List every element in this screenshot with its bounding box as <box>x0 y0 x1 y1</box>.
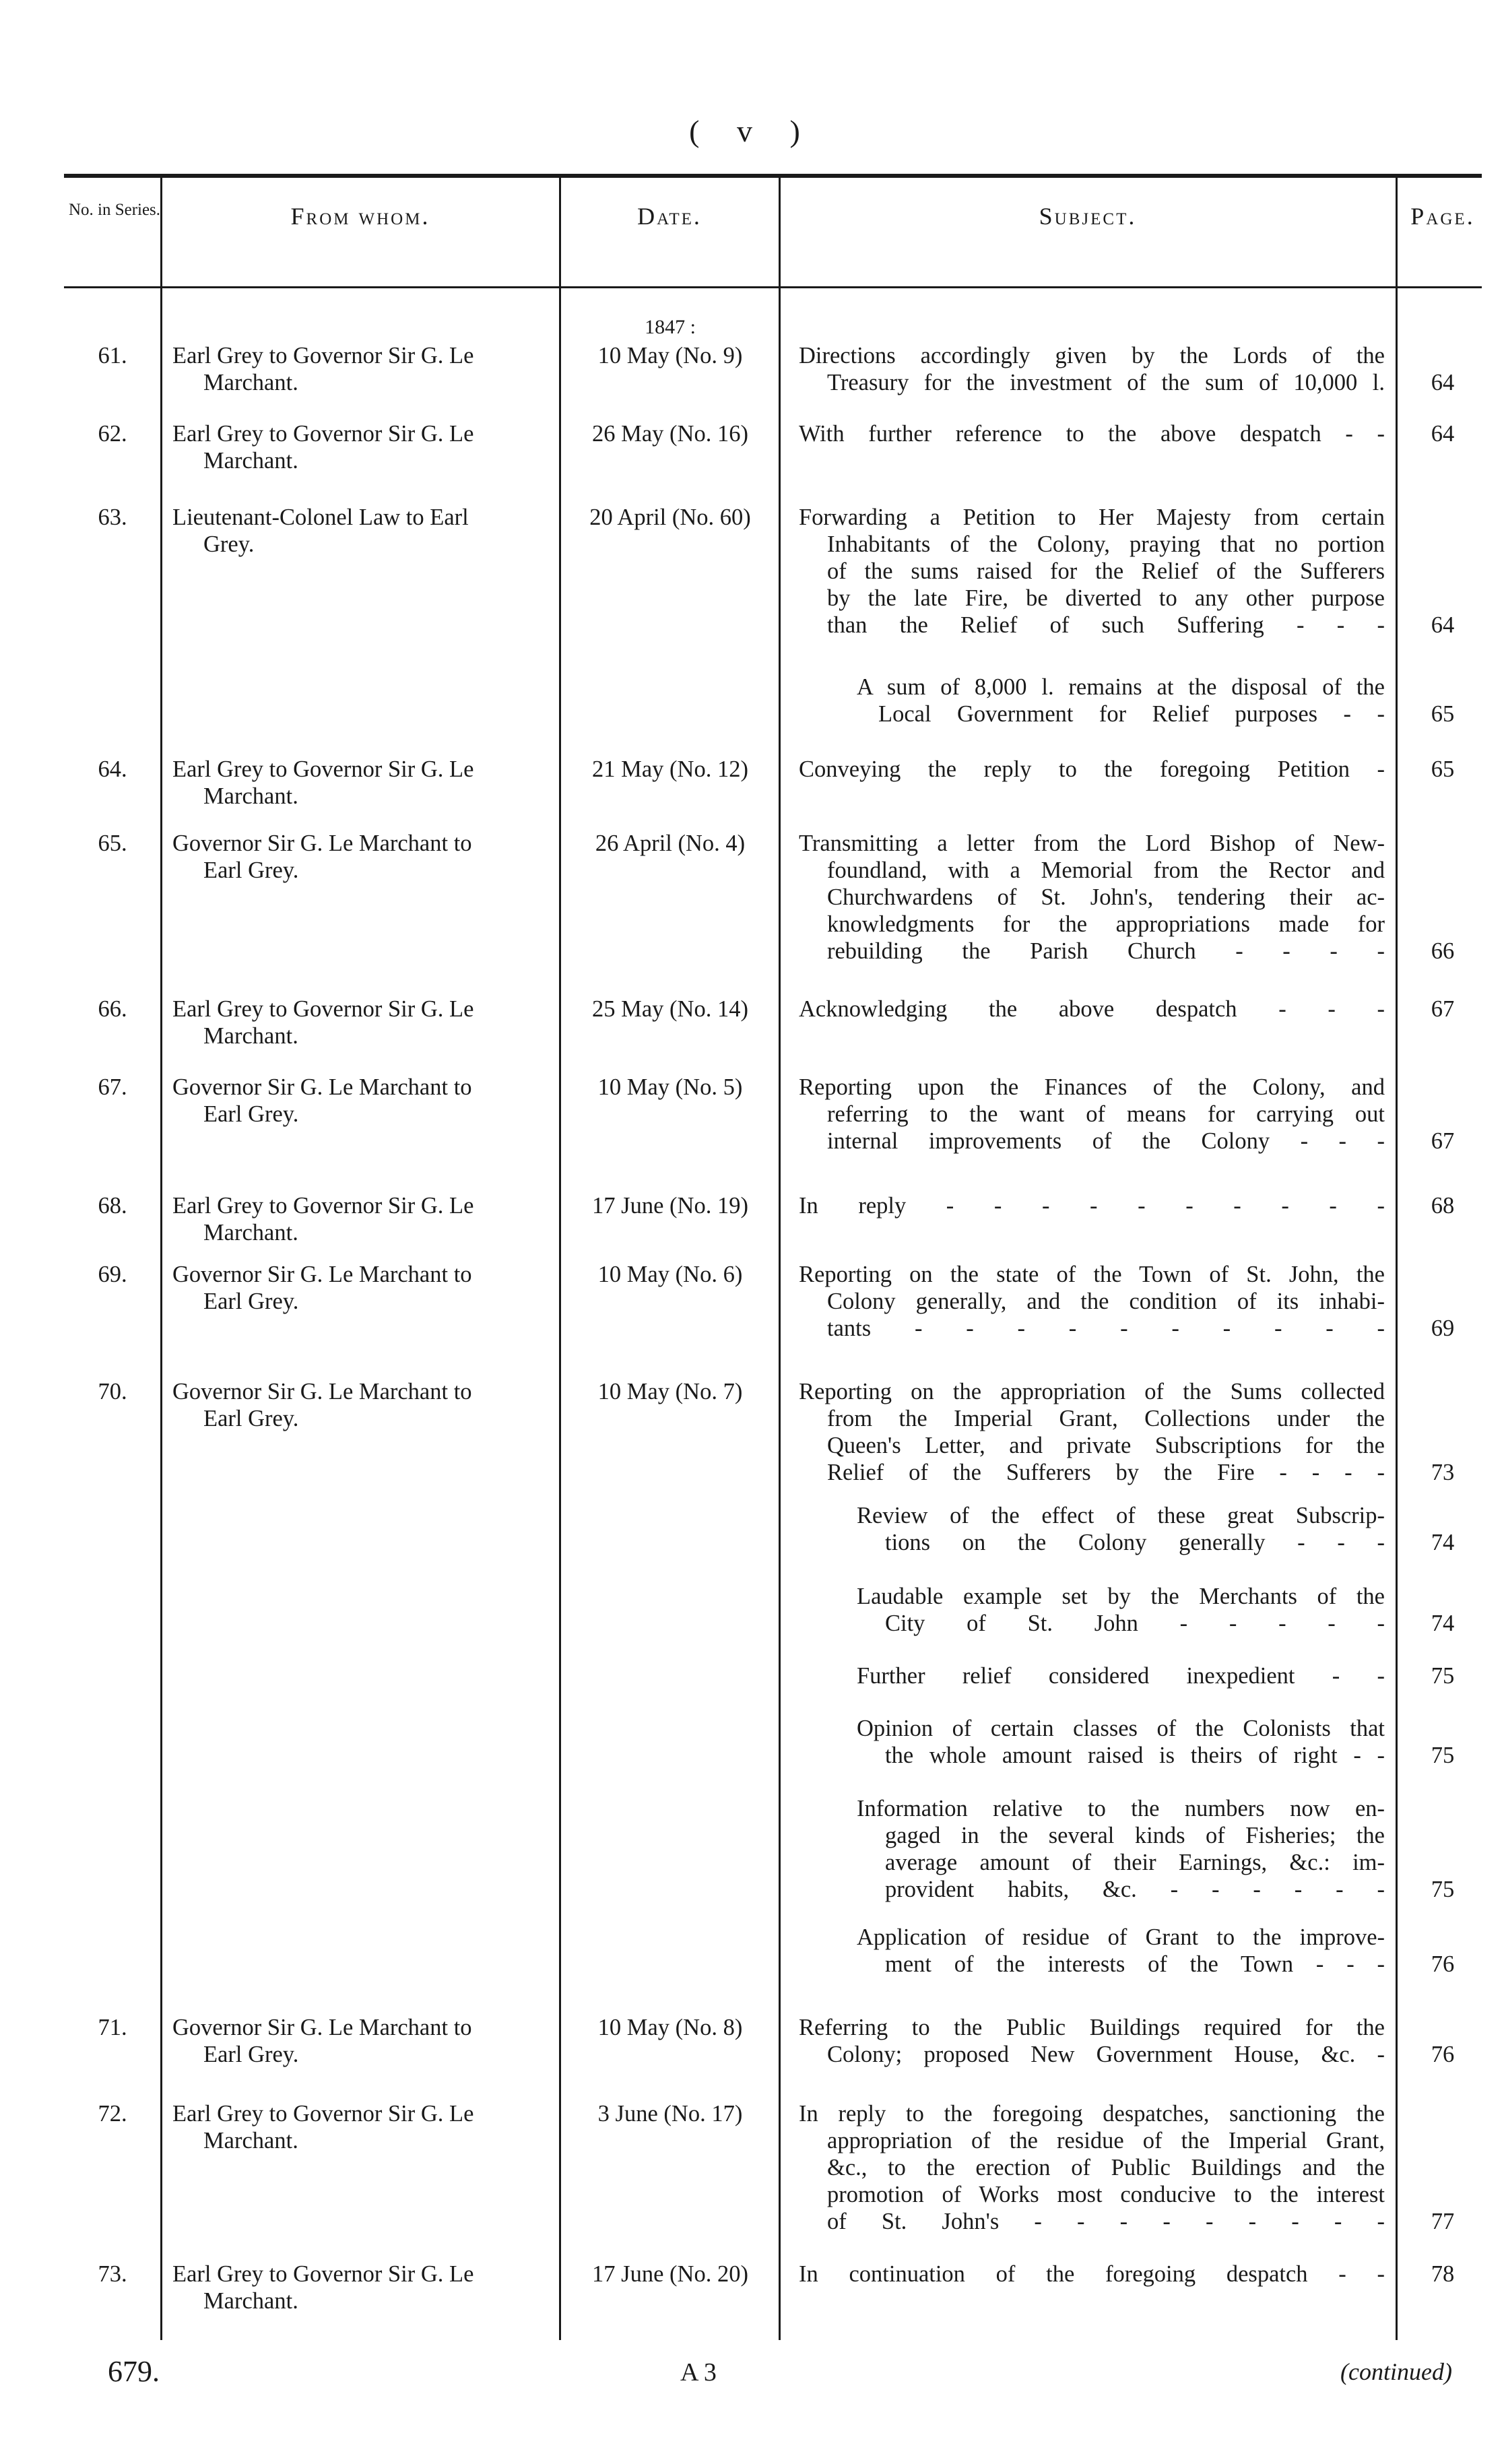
subject-line: Inhabitants of the Colony, praying that no portion <box>827 531 1385 557</box>
subject-line: Churchwardens of St. John's, tendering their ac- <box>827 884 1385 910</box>
subject-line: by the late Fire, be diverted to any other purpose <box>827 585 1385 611</box>
from-line: Governor Sir G. Le Marchant to <box>172 1379 472 1404</box>
subject <box>799 1378 1385 1486</box>
series-number: 62. <box>98 421 127 447</box>
subject-line: Opinion of certain classes of the Colonists that <box>857 1716 1385 1741</box>
subject <box>799 1074 1385 1155</box>
from-whom <box>172 342 553 396</box>
page-number: ( v ) <box>689 114 815 148</box>
from-line: Marchant. <box>203 1220 298 1245</box>
from-line: Earl Grey to Governor Sir G. Le <box>172 1193 474 1219</box>
page-ref: 78 <box>1431 2261 1455 2287</box>
subject <box>799 2014 1385 2068</box>
from-line: Earl Grey to Governor Sir G. Le <box>172 996 474 1022</box>
column-divider-date <box>779 178 781 2340</box>
page-ref: 77 <box>1431 2209 1455 2234</box>
series-number: 63. <box>98 505 127 530</box>
page-ref: 75 <box>1431 1743 1455 1768</box>
page-ref: 65 <box>1431 701 1455 727</box>
subject-line: knowledgments for the appropriations made for <box>827 911 1385 937</box>
subject-line: of the sums raised for the Relief of the Sufferers <box>827 558 1385 584</box>
subject-line: Reporting upon the Finances of the Colony, and <box>799 1074 1385 1100</box>
subject-line: Application of residue of Grant to the improve- <box>857 1924 1385 1950</box>
header-page: Page. <box>1410 203 1475 230</box>
subject-line: City of St. John - - - - - <box>885 1611 1385 1636</box>
from-line: Marchant. <box>203 783 298 809</box>
subject <box>799 1662 1385 1689</box>
entry-date: 17 June (No. 20) <box>592 2261 748 2287</box>
subject-line: Colony; proposed New Government House, &c. - <box>827 2042 1385 2067</box>
series-number: 64. <box>98 756 127 782</box>
entry-date: 20 April (No. 60) <box>589 505 751 530</box>
subject-line: In continuation of the foregoing despatch - - <box>799 2261 1385 2287</box>
subject-line: Local Government for Relief purposes - - <box>878 701 1385 727</box>
from-line: Marchant. <box>203 370 298 395</box>
header-rule <box>64 286 1482 288</box>
subject-line: ment of the interests of the Town - - - <box>885 1951 1385 1977</box>
from-whom <box>172 1378 553 1432</box>
from-line: Governor Sir G. Le Marchant to <box>172 1262 472 1287</box>
series-number: 65. <box>98 831 127 856</box>
column-divider-subject <box>1396 178 1398 2340</box>
top-rule <box>64 174 1482 178</box>
subject <box>799 1192 1385 1219</box>
subject-line: Laudable example set by the Merchants of the <box>857 1584 1385 1609</box>
from-line: Grey. <box>203 531 255 557</box>
series-number: 73. <box>98 2261 127 2287</box>
subject-line: With further reference to the above despatch - - <box>799 421 1385 447</box>
page-ref: 64 <box>1431 612 1455 638</box>
from-line: Earl Grey. <box>203 2042 299 2067</box>
page-ref: 66 <box>1431 938 1455 964</box>
subject-line: average amount of their Earnings, &c.: im- <box>885 1850 1385 1875</box>
from-line: Earl Grey to Governor Sir G. Le <box>172 2101 474 2127</box>
from-line: Marchant. <box>203 1023 298 1049</box>
subject-line: In reply to the foregoing despatches, sanctioning the <box>799 2101 1385 2127</box>
subject-line: Reporting on the state of the Town of St. John, the <box>799 1262 1385 1287</box>
page-ref: 67 <box>1431 1128 1455 1154</box>
year-label: 1847 : <box>645 316 696 338</box>
subject <box>799 2261 1385 2288</box>
from-line: Earl Grey to Governor Sir G. Le <box>172 2261 474 2287</box>
subject-line: Reporting on the appropriation of the Sums collected <box>799 1379 1385 1404</box>
subject-line: Referring to the Public Buildings required for the <box>799 2015 1385 2040</box>
entry-date: 3 June (No. 17) <box>597 2101 743 2127</box>
page-ref: 74 <box>1431 1530 1455 1555</box>
subject-line: foundland, with a Memorial from the Rector and <box>827 857 1385 883</box>
from-line: Marchant. <box>203 2288 298 2314</box>
column-divider-no <box>160 178 162 2340</box>
subject-line: &c., to the erection of Public Buildings and the <box>827 2155 1385 2180</box>
from-line: Marchant. <box>203 2128 298 2153</box>
subject-line: Relief of the Sufferers by the Fire - - - - <box>827 1460 1385 1485</box>
page-ref: 69 <box>1431 1316 1455 1341</box>
subject-line: In reply - - - - - - - - - - <box>799 1193 1385 1219</box>
subject-line: A sum of 8,000 l. remains at the disposal of the <box>857 674 1385 700</box>
page-ref: 76 <box>1431 2042 1455 2067</box>
header-subject: Subject. <box>1039 203 1137 230</box>
subject-line: Forwarding a Petition to Her Majesty from certain <box>799 505 1385 530</box>
subject-line: of St. John's - - - - - - - - - <box>827 2209 1385 2234</box>
series-number: 67. <box>98 1074 127 1100</box>
series-number: 70. <box>98 1379 127 1404</box>
entry-date: 21 May (No. 12) <box>592 756 748 782</box>
from-line: Governor Sir G. Le Marchant to <box>172 831 472 856</box>
subject <box>799 1795 1385 1903</box>
entry-date: 17 June (No. 19) <box>592 1193 748 1219</box>
page-ref: 75 <box>1431 1663 1455 1689</box>
from-whom <box>172 1261 553 1315</box>
subject-line: referring to the want of means for carrying out <box>827 1101 1385 1127</box>
subject-line: the whole amount raised is theirs of right - - <box>885 1743 1385 1768</box>
subject-line: from the Imperial Grant, Collections under the <box>827 1406 1385 1431</box>
entry-date: 26 April (No. 4) <box>595 831 746 856</box>
page-ref: 76 <box>1431 1951 1455 1977</box>
page-ref: 64 <box>1431 421 1455 447</box>
subject-line: gaged in the several kinds of Fisheries; the <box>885 1823 1385 1848</box>
subject <box>799 1583 1385 1637</box>
page-ref: 65 <box>1431 756 1455 782</box>
subject-line: internal improvements of the Colony - - - <box>827 1128 1385 1154</box>
subject <box>799 1715 1385 1769</box>
from-line: Earl Grey. <box>203 1101 299 1127</box>
from-whom <box>172 2014 553 2068</box>
page-ref: 73 <box>1431 1460 1455 1485</box>
entry-date: 10 May (No. 6) <box>597 1262 743 1287</box>
subject <box>799 1261 1385 1342</box>
from-whom <box>172 756 553 810</box>
footer-signature: A 3 <box>680 2358 717 2387</box>
entry-date: 10 May (No. 9) <box>597 343 743 368</box>
subject-line: than the Relief of such Suffering - - - <box>827 612 1385 638</box>
from-whom <box>172 2100 553 2154</box>
subject <box>799 996 1385 1023</box>
series-number: 68. <box>98 1193 127 1219</box>
series-number: 69. <box>98 1262 127 1287</box>
from-line: Lieutenant-Colonel Law to Earl <box>172 505 469 530</box>
from-whom <box>172 1074 553 1128</box>
subject <box>799 342 1385 396</box>
from-line: Earl Grey to Governor Sir G. Le <box>172 343 474 368</box>
footer-sheet-number: 679. <box>108 2355 160 2388</box>
series-number: 71. <box>98 2015 127 2040</box>
entry-date: 26 May (No. 16) <box>592 421 748 447</box>
subject <box>799 756 1385 783</box>
from-whom <box>172 830 553 884</box>
from-line: Governor Sir G. Le Marchant to <box>172 1074 472 1100</box>
header-date: Date. <box>637 203 702 230</box>
from-whom <box>172 420 553 474</box>
subject-line: Transmitting a letter from the Lord Bishop of New- <box>799 831 1385 856</box>
page-ref: 68 <box>1431 1193 1455 1219</box>
subject <box>799 674 1385 727</box>
page-ref: 64 <box>1431 370 1455 395</box>
subject-line: Colony generally, and the condition of its inhabi- <box>827 1289 1385 1314</box>
subject <box>799 420 1385 447</box>
footer-continued: (continued) <box>1340 2358 1452 2385</box>
entry-date: 10 May (No. 8) <box>597 2015 743 2040</box>
subject <box>799 504 1385 639</box>
entry-date: 25 May (No. 14) <box>592 996 748 1022</box>
from-whom <box>172 2261 553 2314</box>
subject-line: Information relative to the numbers now en- <box>857 1796 1385 1821</box>
from-whom <box>172 504 553 558</box>
subject-line: promotion of Works most conducive to the interest <box>827 2182 1385 2207</box>
subject-line: Further relief considered inexpedient - - <box>857 1663 1385 1689</box>
subject-line: provident habits, &c. - - - - - - <box>885 1877 1385 1902</box>
entry-date: 10 May (No. 5) <box>597 1074 743 1100</box>
header-from-whom: From whom. <box>290 203 430 230</box>
from-line: Earl Grey. <box>203 857 299 883</box>
subject-line: Acknowledging the above despatch - - - <box>799 996 1385 1022</box>
subject-line: Review of the effect of these great Subscrip- <box>857 1503 1385 1528</box>
subject-line: Conveying the reply to the foregoing Petition - <box>799 756 1385 782</box>
subject-line: appropriation of the residue of the Imperial Grant, <box>827 2128 1385 2153</box>
from-line: Governor Sir G. Le Marchant to <box>172 2015 472 2040</box>
header-no-in-series: No. in Series. <box>68 201 161 219</box>
subject-line: Directions accordingly given by the Lords of the <box>799 343 1385 368</box>
subject-line: tants - - - - - - - - - - <box>827 1316 1385 1341</box>
page-ref: 75 <box>1431 1877 1455 1902</box>
subject-line: tions on the Colony generally - - - <box>885 1530 1385 1555</box>
series-number: 61. <box>98 343 127 368</box>
from-line: Earl Grey. <box>203 1406 299 1431</box>
series-number: 66. <box>98 996 127 1022</box>
page-ref: 74 <box>1431 1611 1455 1636</box>
entry-date: 10 May (No. 7) <box>597 1379 743 1404</box>
page-ref: 67 <box>1431 996 1455 1022</box>
from-whom <box>172 1192 553 1246</box>
subject <box>799 1502 1385 1556</box>
subject-line: rebuilding the Parish Church - - - - <box>827 938 1385 964</box>
subject <box>799 830 1385 965</box>
subject <box>799 1924 1385 1978</box>
from-line: Marchant. <box>203 448 298 474</box>
from-line: Earl Grey. <box>203 1289 299 1314</box>
subject-line: Treasury for the investment of the sum of 10,000 l. <box>827 370 1385 395</box>
from-whom <box>172 996 553 1049</box>
from-line: Earl Grey to Governor Sir G. Le <box>172 421 474 447</box>
series-number: 72. <box>98 2101 127 2127</box>
from-line: Earl Grey to Governor Sir G. Le <box>172 756 474 782</box>
subject-line: Queen's Letter, and private Subscriptions for the <box>827 1433 1385 1458</box>
subject <box>799 2100 1385 2235</box>
column-divider-from <box>559 178 561 2340</box>
